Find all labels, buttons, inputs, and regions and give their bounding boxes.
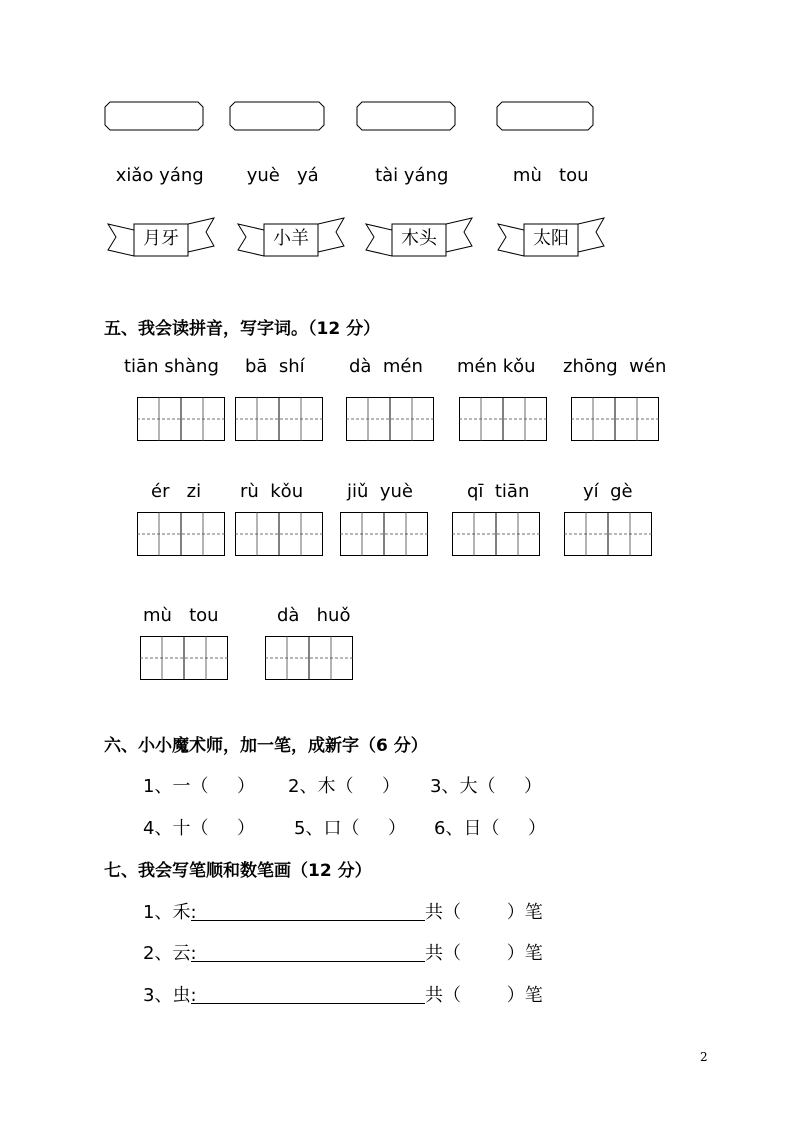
add-stroke-item: 4、十（ ） <box>143 818 256 839</box>
tianzige-grid[interactable] <box>265 636 353 680</box>
tianzige-grid[interactable] <box>235 512 323 556</box>
pinyin-prompt: mù tou <box>143 605 219 626</box>
stroke-count-text: 共（ ）笔 <box>425 943 543 964</box>
pinyin-card-xiao-yang <box>104 101 204 186</box>
answer-underline[interactable] <box>191 961 425 962</box>
pinyin-card-label: mù tou <box>512 165 589 186</box>
tianzige-grid[interactable] <box>235 397 323 441</box>
ribbon-label: 月牙 <box>143 228 179 249</box>
pinyin-prompt: tiān shàng <box>124 356 219 377</box>
stroke-count-text: 共（ ）笔 <box>425 902 543 923</box>
stroke-order-label: 3、虫: <box>143 985 197 1006</box>
card-frame-icon <box>356 101 456 131</box>
card-frame-icon <box>496 101 594 131</box>
ribbon-mu-tou <box>364 216 474 262</box>
pinyin-prompt: mén kǒu <box>457 356 536 377</box>
stroke-order-label: 2、云: <box>143 943 197 964</box>
tianzige-grid[interactable] <box>340 512 428 556</box>
pinyin-prompt: zhōng wén <box>563 356 667 377</box>
pinyin-prompt: bā shí <box>245 356 305 377</box>
add-stroke-item: 6、日（ ） <box>434 818 547 839</box>
ribbon-label: 木头 <box>401 228 437 249</box>
pinyin-prompt: ér zi <box>151 481 202 502</box>
section6-title: 六、小小魔术师，加一笔，成新字（6 分） <box>104 736 428 756</box>
pinyin-card-tai-yang <box>356 101 456 186</box>
pinyin-card-mu-tou <box>496 101 594 186</box>
tianzige-grid[interactable] <box>137 397 225 441</box>
card-frame-icon <box>104 101 204 131</box>
section7-title: 七、我会写笔顺和数笔画（12 分） <box>104 861 372 881</box>
pinyin-prompt: jiǔ yuè <box>347 481 413 502</box>
tianzige-grid[interactable] <box>137 512 225 556</box>
stroke-count-text: 共（ ）笔 <box>425 985 543 1006</box>
ribbon-yue-ya <box>106 216 216 262</box>
ribbon-label: 小羊 <box>273 228 309 249</box>
pinyin-card-label: xiǎo yáng <box>115 165 204 186</box>
ribbon-label: 太阳 <box>533 228 569 249</box>
answer-underline[interactable] <box>191 920 425 921</box>
ribbon-tai-yang <box>496 216 606 262</box>
add-stroke-item: 3、大（ ） <box>430 776 543 797</box>
pinyin-card-label: tài yáng <box>375 165 449 186</box>
stroke-order-label: 1、禾: <box>143 902 197 923</box>
tianzige-grid[interactable] <box>459 397 547 441</box>
pinyin-prompt: dà mén <box>349 356 423 377</box>
ribbon-xiao-yang <box>236 216 346 262</box>
tianzige-grid[interactable] <box>140 636 228 680</box>
card-frame-icon <box>229 101 325 131</box>
tianzige-grid[interactable] <box>346 397 434 441</box>
tianzige-grid[interactable] <box>564 512 652 556</box>
tianzige-grid[interactable] <box>571 397 659 441</box>
pinyin-card-yue-ya <box>229 101 325 186</box>
pinyin-prompt: rù kǒu <box>240 481 304 502</box>
pinyin-prompt: yí gè <box>583 481 633 502</box>
page-number: 2 <box>700 1050 708 1064</box>
answer-underline[interactable] <box>191 1003 425 1004</box>
add-stroke-item: 5、口（ ） <box>294 818 407 839</box>
pinyin-card-label: yuè yá <box>246 165 319 186</box>
add-stroke-item: 2、木（ ） <box>288 776 401 797</box>
pinyin-prompt: dà huǒ <box>277 605 351 626</box>
tianzige-grid[interactable] <box>452 512 540 556</box>
section5-title: 五、我会读拼音，写字词。（12 分） <box>104 319 381 339</box>
pinyin-prompt: qī tiān <box>467 481 530 502</box>
add-stroke-item: 1、一（ ） <box>143 776 256 797</box>
